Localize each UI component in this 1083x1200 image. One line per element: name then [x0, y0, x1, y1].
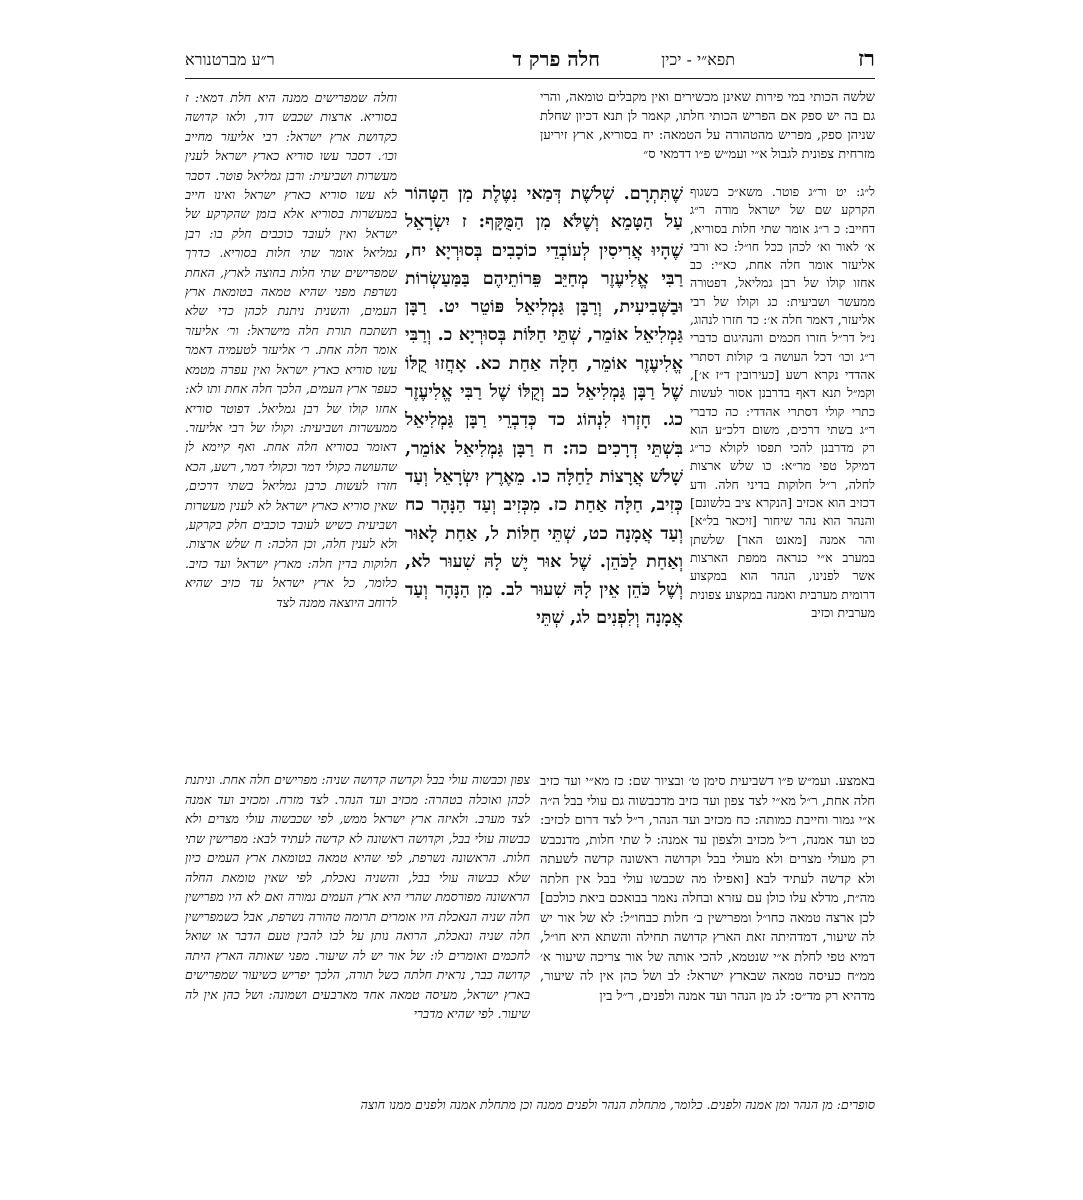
tiferet-side-column	[690, 183, 875, 770]
mishna-column	[405, 180, 683, 770]
header-divider	[185, 78, 875, 79]
tiferet-bottom-block	[540, 772, 875, 1092]
bartenura-side-text: וחלה שמפרישים ממנה היא חלת דמאי: ז בסוריא. ארצות שכבש דוד, ולאו קדושה כקדושת ארץ ישראל: רבי אליעזר מחייב וכו׳. דסבר עשו סוריא כארץ ישראל לענין מעשרות ושביעית: ורבן גמליאל פוטר. דסבר לא עשו סוריא כארץ ישראל ואינו חייב במעשרות בסוריא אלא בזמן שהקרקע של ישראל ואין לעובד כוכבים חלק בו: רבן גמליאל אומר שתי חלות בסוריא. כדרך שמפרישים שתי חלות בחוצה לארץ, האחת נשרפת מפני שהיא טמאה בטומאת ארץ העמים, והשנית ניתנת לכהן כדי שלא תשתכח תורת חלה מישראל: ור׳ אליעזר אומר חלה אחת. ר׳ אליעזר לטעמיה דאמר עשו סוריא כארץ ישראל ואין עפרה מטמא כעפר ארץ העמים, הלכך חלה אחת ותו לא: אחזו קולו של רבן גמליאל. דפוטר סוריא ממעשרות ושביעית: וקולו של רבי אליעזר. דאומר בסוריא חלה אחת. ואף קיימא לן שהעושה כקולי דמר וכקולי דמר, רשע, הכא חזרו לעשות כרבן גמליאל בשתי דרכים, שאין סוריא כארץ ישראל לא לענין מעשרות ושביעית כשיש לעובד כוכבים חלק בקרקע, ולא לענין חלה, וכן הלכה: ח שלש ארצות. חלוקות בדין חלה: מארץ ישראל ועד כזיב. כלומר, כל ארץ ישראל עד כזיב שהיא לרוחב היוצאה ממנה לצד	[185, 90, 397, 610]
bartenura-footer-text: סופרים: מן הנהר ומן אמנה ולפנים. כלומר, מתחלת הנהר ולפנים ממנה וכן מתחלת אמנה ולפנים ממנו חוצה	[360, 1097, 875, 1112]
chapter-title: חלה פרק ד	[512, 47, 600, 71]
bartenura-footer-line	[185, 1095, 875, 1119]
tiferet-top-block	[540, 88, 875, 182]
page-header	[185, 44, 875, 78]
tiferet-bottom-text: באמצע. ועמ״ש פ״ו דשביעית סימן ט׳ ובציור שם: כז מא״י ועד כזיב חלה אחת, ר״ל מא״י לצד צפון ועד כזיב מדכבשוה גם עולי בבל ה״ה א״י גמור וחייבת כמותה: כח מכזיב ועד הנהר, ר״ל לצד דרום לכזיב: כט ועד אמנה, ר״ל מכזיב ולצפון עד אמנה: ל שתי חלות, מדנכבש רק מעולי מצרים ולא מעולי בבל וקדושה ראשונה קדשה לשעתה ולא קדשה לעתיד לבא [ואפילו מה שכבשו עולי בבל אין חלתה מה״ת, מדלא עלו כולן עם עזרא ובחלה נאמר בבואכם ביאת כולכם] לכן ארצה טמאה כחו״ל ומפרישין ב׳ חלות כבחו״ל: לא של אור יש לה שיעור, דמדהיתה זאת הארץ קדושה תחילה והשתא היא חו״ל, דמיא טפי לחלת א״י שנטמא, להכי אותה של אור צריכה שיעור א׳ ממ״ח כעיסה טמאה שבארץ ישראל: לב ושל כהן אין לה שיעור, מדהיא רק מד״ס: לג מן הנהר ועד אמנה ולפנים, ר״ל בין	[540, 774, 875, 1004]
bartenura-side-column	[185, 88, 397, 768]
tiferet-top-text: שלשה הכותי במי פירות שאינן מכשירים ואין מקבלים טומאה, והרי גם בה יש ספק אם הפריש הכותי חלתו, קאמר לן תנא דכיון שחלת שניהן ספק, מפריש מהטהורה על הטמאה: יח בסוריא, ארץ זיריען מזרחית צפונית לגבול א״י ועמ״ש פ״ו דדמאי ס״	[540, 90, 875, 162]
bartenura-bottom-text: צפון וכבשוה עולי בבל וקדשה קדושה שניה: מפרישים חלה אחת. וניתנת לכהן ואוכלה בטהרה: מכזיב ועד הנהר. לצד מזרח. ומכזיב ועד אמנה לצד מערב. ולאיזה ארץ ישראל ממש, לפי שכבשוה עולי מצרים ולא כבשוה עולי בבל, וקדושה ראשונה לא קדשה לעתיד לבא: מפרישין שתי חלות. הראשונה נשרפת, לפי שהיא טמאה בטומאת ארץ העמים כיון שלא כבשוה עולי בבל, והשניה נאכלת, לפי שאין טומאת החלה הראשונה מפורסמת שהרי היא ארץ העמים גמורה ואם לא היו מפרישין חלה שניה הנאכלת היו אומרים תרומה טהורה נשרפת, אבל כשמפרישין חלה שניה ונאכלת, הרואה נותן על לבו להבין טעם הדבר או שואל לחכמים ואומרים לו: של אור יש לה שיעור. מפני שאותה הארץ היתה קדושה כבר, נראית חלתה כשל תורה, הלכך יפריש כשיעור שמפרישים בארץ ישראל, מעיסה טמאה אחד מארבעים ושמונה: ושל כהן אין לה שיעור. לפי שהיא מדברי	[185, 772, 530, 1021]
bartenura-label: ר״ע מברטנורא	[185, 50, 275, 69]
page-number: רז	[858, 46, 875, 72]
tifera-label: תפא״י - יכין	[661, 50, 735, 69]
bartenura-bottom-block	[185, 770, 530, 1092]
tiferet-side-text: ל״ג: יט ור״ג פוטר. משא״כ בשגוף הקרקע שם של ישראל מודה ר״ג דחייב: כ ר״ג אומר שתי חלות בסוריא, א׳ לאור וא׳ לכהן ככל חו״ל: כא ורבי אליעזר אומר חלה אחת, כא״י: כב אחזו קולו של רבן גמליאל, דפטורה ממעשר ושביעית: כג וקולו של רבי אליעזר, דאמר חלה א׳: כד חזרו לנהוג, נ״ל דר״ל חזרו חכמים והנהיגום כדברי ר״ג וכו׳ דכל העושה ב׳ קולות דסתרי אהדדי נקרא רשע [כעירובין ד״ז א׳], וקמ״ל תנא דאף בדרבנן אסור לעשות כתרי קולי דסתרי אהדדי: כה כדברי ר״ג בשתי דרכים, משום דלכ״ע הוא רק מדרבנן להכי תפסו לקולא כר״ג דמיקל טפי מר״א: כו שלש ארצות לחלה, ר״ל חלוקות בדיני חלה. ודע דכזיב הוא אכזיב [הנקרא ציב בלשונם] והנהר הוא נהר שיחור [זיכאר בל״א] והר אמנה [מאנט האר] שלשתן במערב א״י כנראה ממפת הארצות אשר לפנינו, הנהר הוא במקצוע דרומית מערבית ואמנה במקצוע צפונית מערבית וכזיב	[690, 184, 875, 620]
mishna-text: שֶׁתִּתְרָם. שְׁלֹשֶׁת דְּמַאי נִטֶּלֶת מִן הַטָּהוֹר עַל הַטָּמֵא וְשֶׁלֹּא מִן הַמֻּקָּף: ז יִשְׂרָאֵל שֶׁהָיוּ אֲרִיסִין לְעוֹבְדֵי כוֹכָבִים בְּסוּרְיָא יח, רַבִּי אֱלִיעֶזֶר מְחַיֵּב פֵּרוֹתֵיהֶם בַּמַּעַשְׂרוֹת וּבַשְּׁבִיעִית, וְרַבָּן גַּמְלִיאֵל פּוֹטֵר יט. רַבָּן גַּמְלִיאֵל אוֹמֵר, שְׁתֵּי חַלּוֹת בְּסוּרְיָא כ. וְרַבִּי אֱלִיעֶזֶר אוֹמֵר, חַלָּה אַחַת כא. אָחֲזוּ קֻלּוֹ שֶׁל רַבָּן גַּמְלִיאֵל כב וְקֻלּוֹ שֶׁל רַבִּי אֱלִיעֶזֶר כג. חָזְרוּ לִנְהוֹג כד כְּדִבְרֵי רַבָּן גַּמְלִיאֵל בִּשְׁתֵּי דְרָכִים כה: ח רַבָּן גַּמְלִיאֵל אוֹמֵר, שָׁלֹשׁ אֲרָצוֹת לַחַלָּה כו. מֵאֶרֶץ יִשְׂרָאֵל וְעַד כְּזִיב, חַלָּה אַחַת כז. מִכְּזִיב וְעַד הַנָּהָר כח וְעַד אֲמָנָה כט, שְׁתֵּי חַלּוֹת ל, אַחַת לָאוּר וְאַחַת לַכֹּהֵן. שֶׁל אוּר יֶשׁ לָהּ שִׁעוּר לא, וְשֶׁל כֹּהֵן אֵין לָהּ שִׁעוּר לב. מִן הַנָּהָר וְעַד אֲמָנָה וְלִפְנִים לג, שְׁתֵּי	[405, 184, 683, 629]
